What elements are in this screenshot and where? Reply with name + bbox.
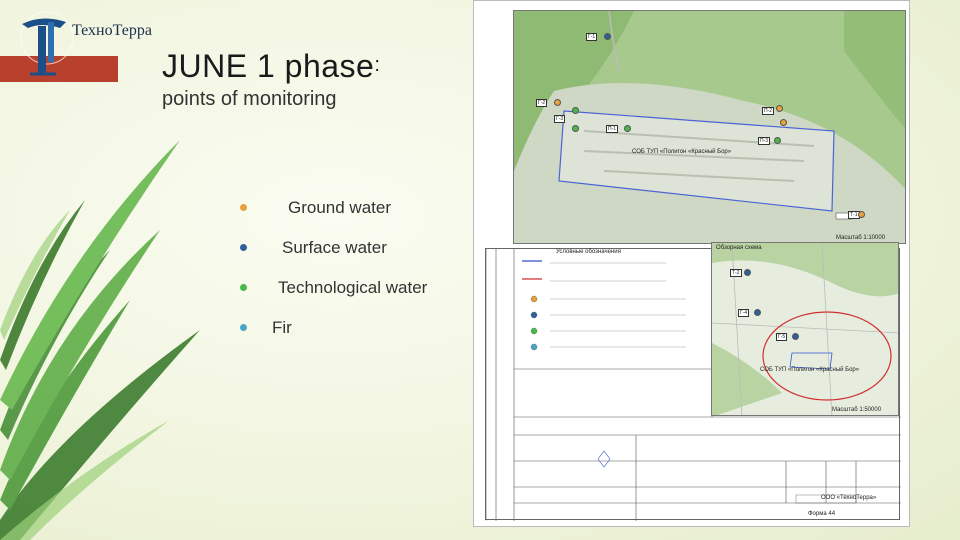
point-tag: Г-2 — [538, 100, 546, 106]
surface-water-point — [604, 33, 611, 40]
point-tag: Г-4 — [740, 310, 748, 316]
aerial-scale: Масштаб 1:10000 — [836, 235, 886, 241]
stamp-label: Форма 44 — [808, 511, 836, 517]
technological-water-point — [624, 125, 631, 132]
legend-label: Ground water — [288, 198, 391, 217]
ground-water-point — [858, 211, 865, 218]
technological-water-point — [774, 137, 781, 144]
map-legend-title: Условные обозначения — [556, 249, 621, 255]
overview-scale: Масштаб 1:50000 — [832, 407, 882, 413]
legend-label: Surface water — [282, 238, 387, 257]
surface-water-point — [754, 309, 761, 316]
point-tag: П-2 — [764, 108, 773, 114]
aerial-map — [513, 10, 906, 244]
point-tag: Т-2 — [732, 270, 740, 276]
point-tag: Т-1 — [850, 212, 858, 218]
point-tag: Г-1 — [588, 34, 596, 40]
legend-label: Technological water — [278, 278, 428, 297]
legend-label: Fir — [272, 318, 292, 337]
fir-dot — [240, 324, 247, 331]
ground-water-point — [776, 105, 783, 112]
page-title-suffix: : — [374, 54, 381, 76]
point-tag: Г-3 — [556, 116, 564, 122]
technological-water-point — [572, 107, 579, 114]
surface-water-point — [744, 269, 751, 276]
technoterra-logo — [2, 8, 172, 78]
overview-caption: СОБ ТУП «Полигон «Красный Бор» — [760, 367, 860, 373]
point-tag: Г-5 — [778, 334, 786, 340]
aerial-caption: СОБ ТУП «Полигон «Красный Бор» — [632, 149, 732, 155]
technological-water-dot — [240, 284, 247, 291]
page-title — [162, 48, 380, 85]
overview-title: Обзорная схема — [716, 245, 762, 251]
ground-water-point — [780, 119, 787, 126]
overview-map — [711, 242, 899, 416]
technological-water-point — [572, 125, 579, 132]
ground-water-dot — [240, 204, 247, 211]
company-name: ООО «ТехноТерра» — [821, 495, 877, 501]
page-subtitle: points of monitoring — [162, 88, 337, 110]
surface-water-point — [792, 333, 799, 340]
surface-water-dot — [240, 244, 247, 251]
logo-text: ТехноТерра — [72, 22, 152, 39]
page-title-text: JUNE 1 phase — [162, 48, 375, 84]
point-tag: П-1 — [608, 126, 617, 132]
point-tag: П-3 — [760, 138, 769, 144]
ground-water-point — [554, 99, 561, 106]
